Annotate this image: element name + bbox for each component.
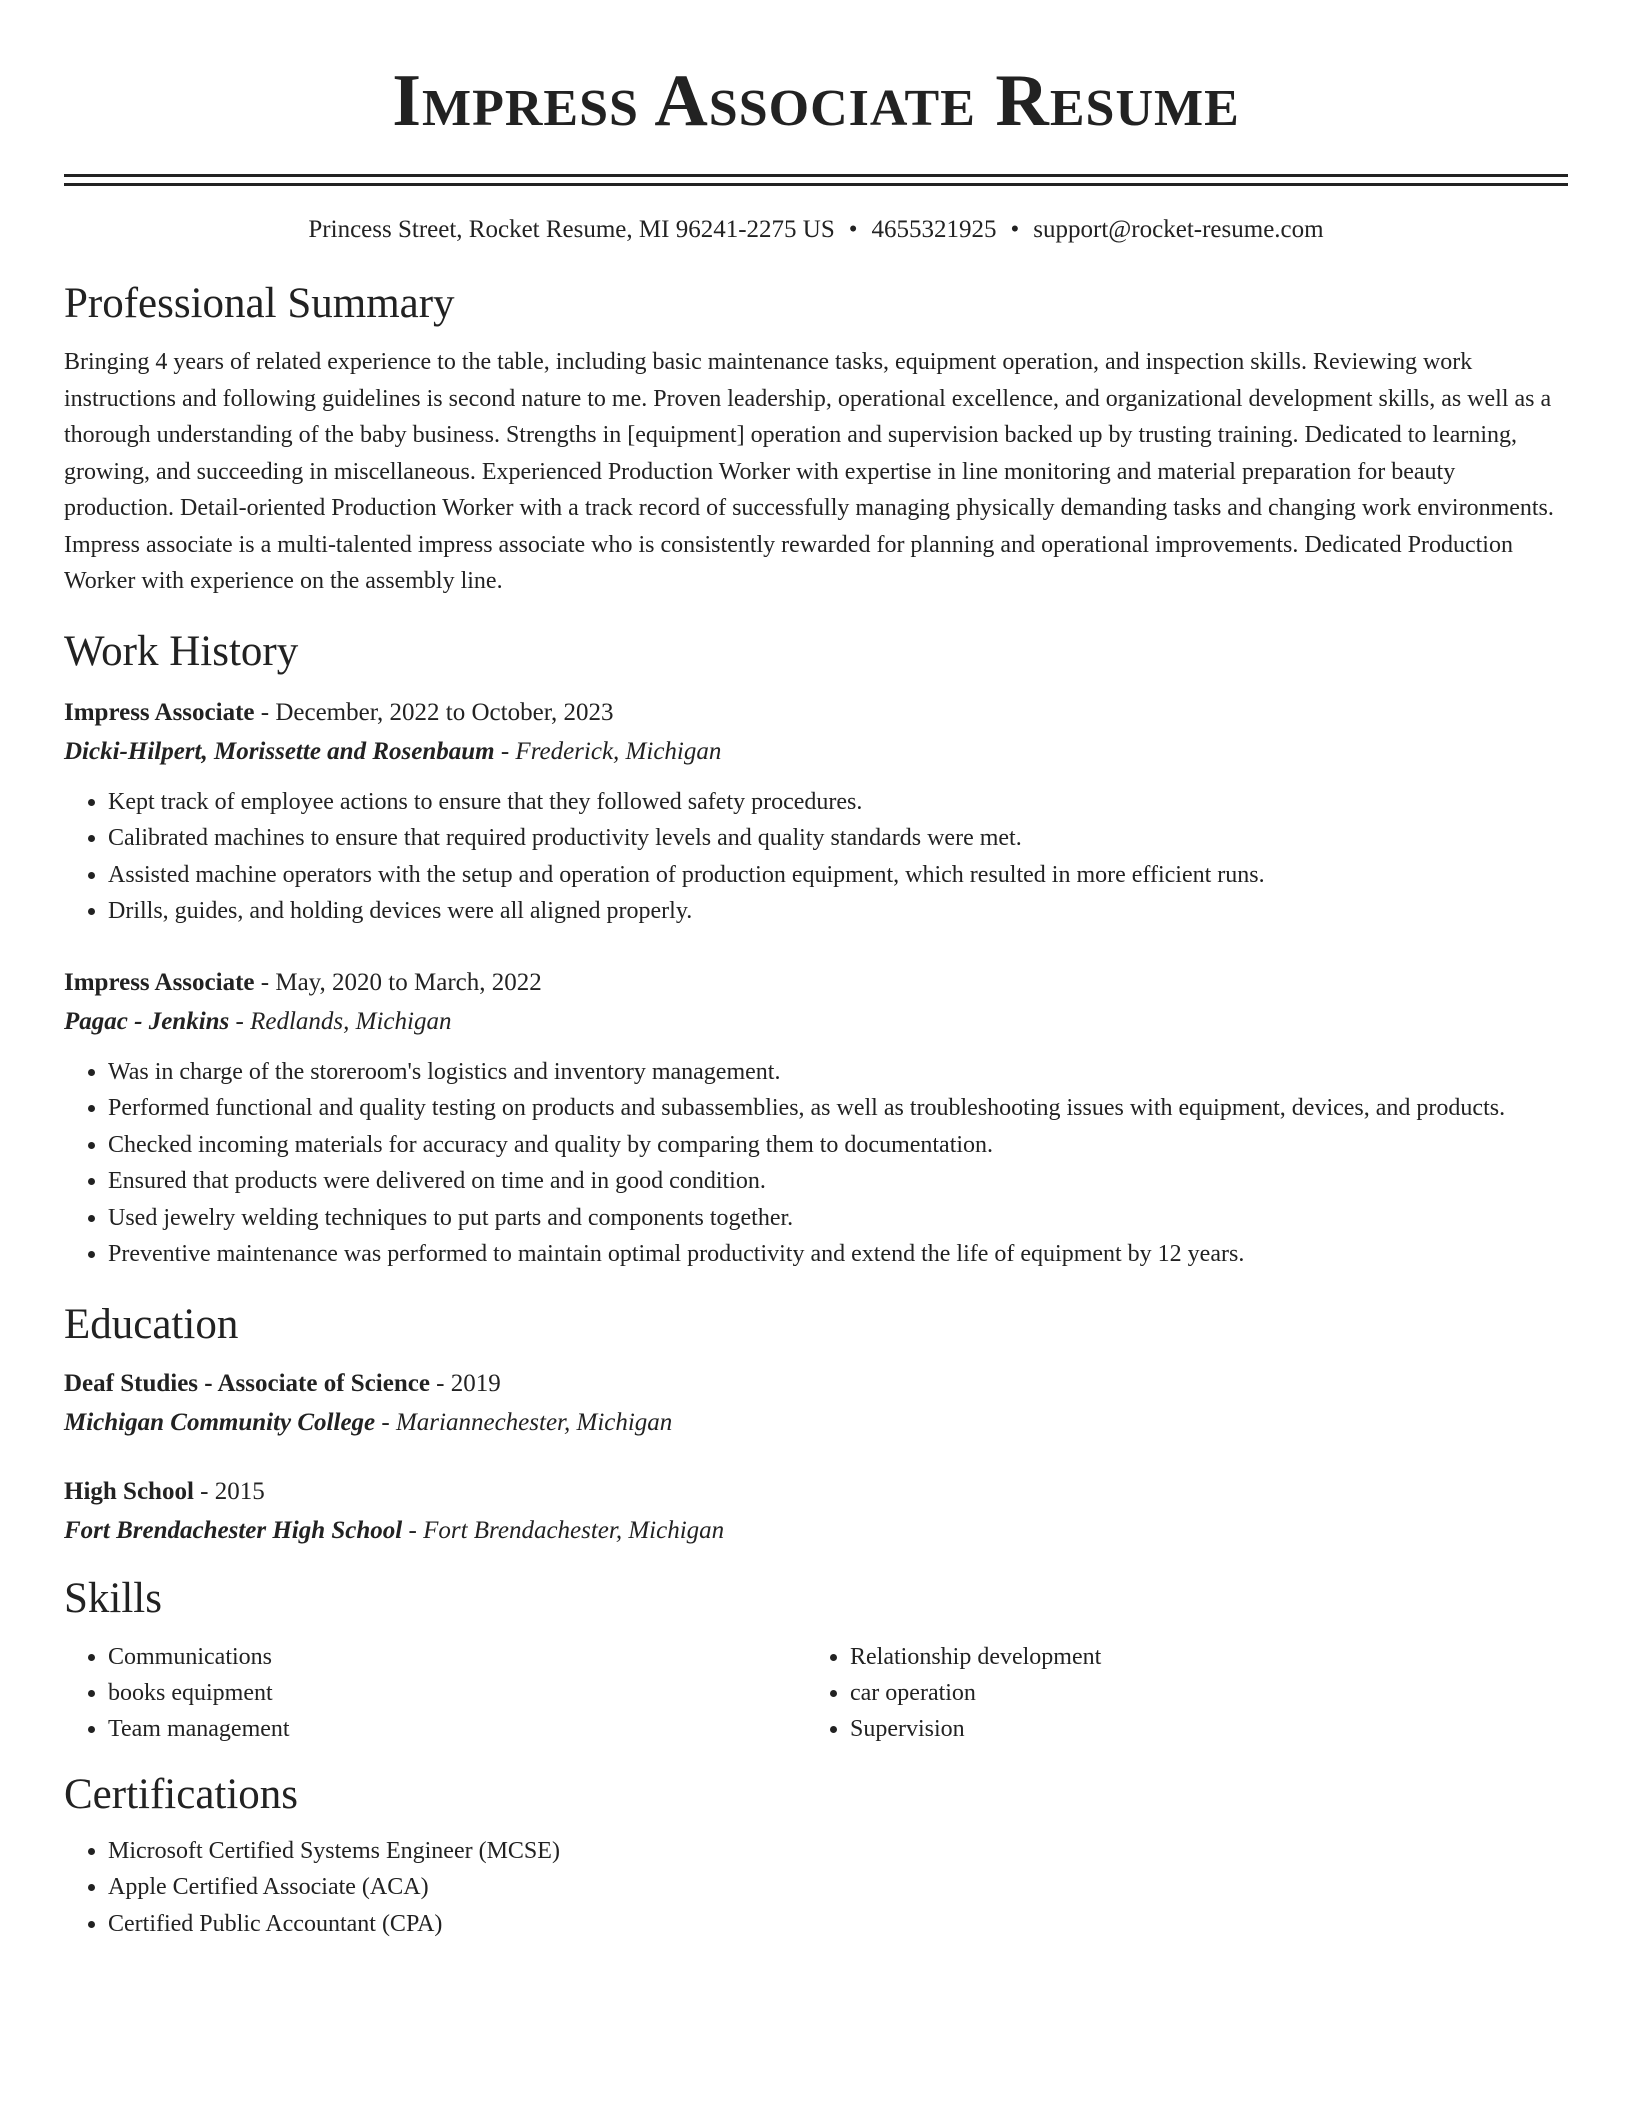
summary-text: Bringing 4 years of related experience to the table, including basic maintenance tasks, equipment operation, and inspection skills. Reviewing work instructions and following guidelines is second nature to me. Proven leadership, operational excellence, and organizational development skills, as well as a thorough understanding of the baby business. Strengths in [equipment] operation and supervision backed up by trusting training. Dedicated to learning, growing, and succeeding in miscellaneous. Experienced Production Worker with expertise in line monitoring and material preparation for beauty production. Detail-oriented Production Worker with a track record of successfully managing physically demanding tasks and changing work environments. Impress associate is a multi-talented impress associate who is consistently rewarded for planning and operational improvements. Dedicated Production Worker with experience on the assembly line.: [64, 349, 1554, 594]
contact-line: [64, 212, 1568, 248]
job-dates: - May, 2020 to March, 2022: [254, 968, 542, 996]
education-degree: Deaf Studies - Associate of Science: [64, 1369, 430, 1397]
job-company-line: [64, 1002, 1568, 1042]
list-item: • Relationship development: [850, 1639, 1548, 1675]
job-role: Impress Associate: [64, 968, 255, 996]
list-item: • Used jewelry welding techniques to put parts and components together.: [108, 1200, 1568, 1237]
education-location: - Mariannechester, Michigan: [375, 1408, 673, 1436]
skills-column-right: [806, 1639, 1548, 1747]
work-history-heading: Work History: [64, 627, 299, 675]
list-item: • Was in charge of the storeroom's logistics and inventory management.: [108, 1054, 1568, 1091]
job-company: Pagac - Jenkins: [64, 1007, 230, 1035]
list-item: • Certified Public Accountant (CPA): [108, 1906, 1568, 1943]
list-item: • Ensured that products were delivered on time and in good condition.: [108, 1163, 1568, 1200]
list-item: • Supervision: [850, 1711, 1548, 1747]
list-item: • books equipment: [108, 1675, 806, 1711]
title-double-rule: [64, 174, 1568, 186]
education-degree-line: [64, 1365, 1568, 1403]
job-entry: [64, 694, 1568, 930]
job-location: - Redlands, Michigan: [229, 1007, 452, 1035]
job-role: Impress Associate: [64, 698, 255, 726]
contact-address: Princess Street, Rocket Resume, MI 96241-2275 US: [308, 216, 835, 243]
job-company: Dicki-Hilpert, Morissette and Rosenbaum: [64, 737, 495, 765]
certifications-list: [64, 1833, 1568, 1943]
education-school: Fort Brendachester High School: [64, 1516, 403, 1544]
job-title-line: [64, 964, 1568, 1002]
education-degree: High School: [64, 1477, 194, 1505]
job-title-line: [64, 694, 1568, 732]
resume-title: Impress Associate Resume: [392, 60, 1240, 142]
education-entry: [64, 1365, 1568, 1443]
skills-column-left: [64, 1639, 806, 1747]
education-school-line: [64, 1403, 1568, 1443]
list-item: • car operation: [850, 1675, 1548, 1711]
contact-email[interactable]: support@rocket-resume.com: [1033, 216, 1324, 243]
list-item: • Apple Certified Associate (ACA): [108, 1869, 1568, 1906]
certifications-heading: Certifications: [64, 1770, 299, 1818]
education-heading: Education: [64, 1300, 239, 1348]
list-item: • Communications: [108, 1639, 806, 1675]
list-item: • Drills, guides, and holding devices were all aligned properly.: [108, 893, 1568, 930]
job-bullets: [64, 1054, 1568, 1273]
skills-heading: Skills: [64, 1574, 162, 1622]
contact-separator: •: [1010, 216, 1020, 243]
education-year: - 2015: [193, 1477, 265, 1505]
job-entry: [64, 964, 1568, 1273]
education-degree-line: [64, 1473, 1568, 1511]
education-location: - Fort Brendachester, Michigan: [402, 1516, 725, 1544]
list-item: • Performed functional and quality testing on products and subassemblies, as well as troubleshooting issues with equipment, devices, and products.: [108, 1090, 1568, 1127]
summary-heading: Professional Summary: [64, 280, 455, 327]
job-dates: - December, 2022 to October, 2023: [254, 698, 614, 726]
list-item: • Kept track of employee actions to ensure that they followed safety procedures.: [108, 784, 1568, 821]
list-item: • Microsoft Certified Systems Engineer (MCSE): [108, 1833, 1568, 1870]
list-item: • Checked incoming materials for accuracy and quality by comparing them to documentation.: [108, 1127, 1568, 1164]
list-item: • Preventive maintenance was performed to maintain optimal productivity and extend the life of equipment by 12 years.: [108, 1236, 1568, 1273]
job-location: - Frederick, Michigan: [494, 737, 722, 765]
list-item: • Assisted machine operators with the setup and operation of production equipment, which resulted in more efficient runs.: [108, 857, 1568, 894]
list-item: • Team management: [108, 1711, 806, 1747]
job-bullets: [64, 784, 1568, 930]
contact-phone[interactable]: 4655321925: [871, 216, 997, 243]
list-item: • Calibrated machines to ensure that required productivity levels and quality standards were met.: [108, 820, 1568, 857]
education-entry: [64, 1473, 1568, 1551]
education-school: Michigan Community College: [64, 1408, 376, 1436]
contact-separator: •: [848, 216, 858, 243]
education-school-line: [64, 1511, 1568, 1551]
education-year: - 2019: [429, 1369, 501, 1397]
job-company-line: [64, 732, 1568, 772]
skills-grid: [64, 1639, 1568, 1747]
